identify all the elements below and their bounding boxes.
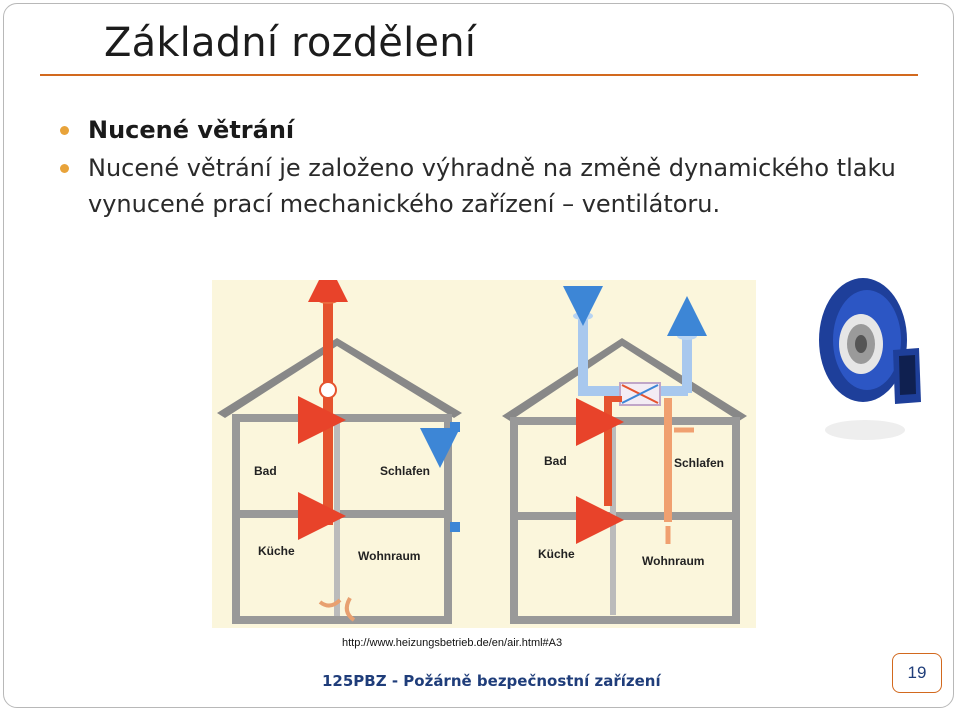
- bullet-text-2: Nucené větrání je založeno výhradně na změně dynamického tlaku vynucené prací mechanického zařízení – ventilátoru.: [88, 154, 896, 218]
- bullet-dot-icon: [60, 164, 69, 173]
- slide-title: Základní rozdělení: [104, 20, 477, 66]
- ventilation-diagram: [212, 280, 756, 628]
- page-number-badge: 19: [892, 653, 942, 693]
- right-intake-duct: [578, 318, 588, 393]
- right-room-bad: Bad: [544, 454, 567, 468]
- bullet-dot-icon: [60, 126, 69, 135]
- centrifugal-fan-icon: [815, 270, 940, 450]
- left-room-schlafen: Schlafen: [380, 464, 431, 478]
- left-wall-right: [444, 414, 452, 624]
- left-floor: [232, 510, 452, 518]
- right-room-kuche: Küche: [538, 547, 575, 561]
- right-wall-right: [732, 417, 740, 624]
- left-room-wohnraum: Wohnraum: [358, 549, 421, 563]
- right-room-wohnraum: Wohnraum: [642, 554, 705, 568]
- right-exhaust-duct: [604, 396, 612, 506]
- footer-course-title: 125PBZ - Požárně bezpečnostní zařízení: [322, 672, 661, 690]
- left-room-kuche: Küche: [258, 544, 295, 558]
- right-floor: [510, 512, 740, 520]
- source-url[interactable]: http://www.heizungsbetrieb.de/en/air.html#A3: [342, 637, 563, 649]
- bullet-item-1: [60, 112, 930, 148]
- left-room-bad: Bad: [254, 464, 277, 478]
- right-wall-left: [510, 417, 518, 624]
- bullet-text-1: Nucené větrání: [88, 116, 295, 144]
- left-exhaust-duct: [323, 300, 333, 525]
- diagram-background: [212, 280, 756, 628]
- left-wall-left: [232, 414, 240, 624]
- bullet-list: [60, 112, 930, 222]
- right-room-schlafen: Schlafen: [674, 456, 725, 470]
- bullet-item-2: [60, 150, 930, 222]
- title-divider: [40, 74, 918, 76]
